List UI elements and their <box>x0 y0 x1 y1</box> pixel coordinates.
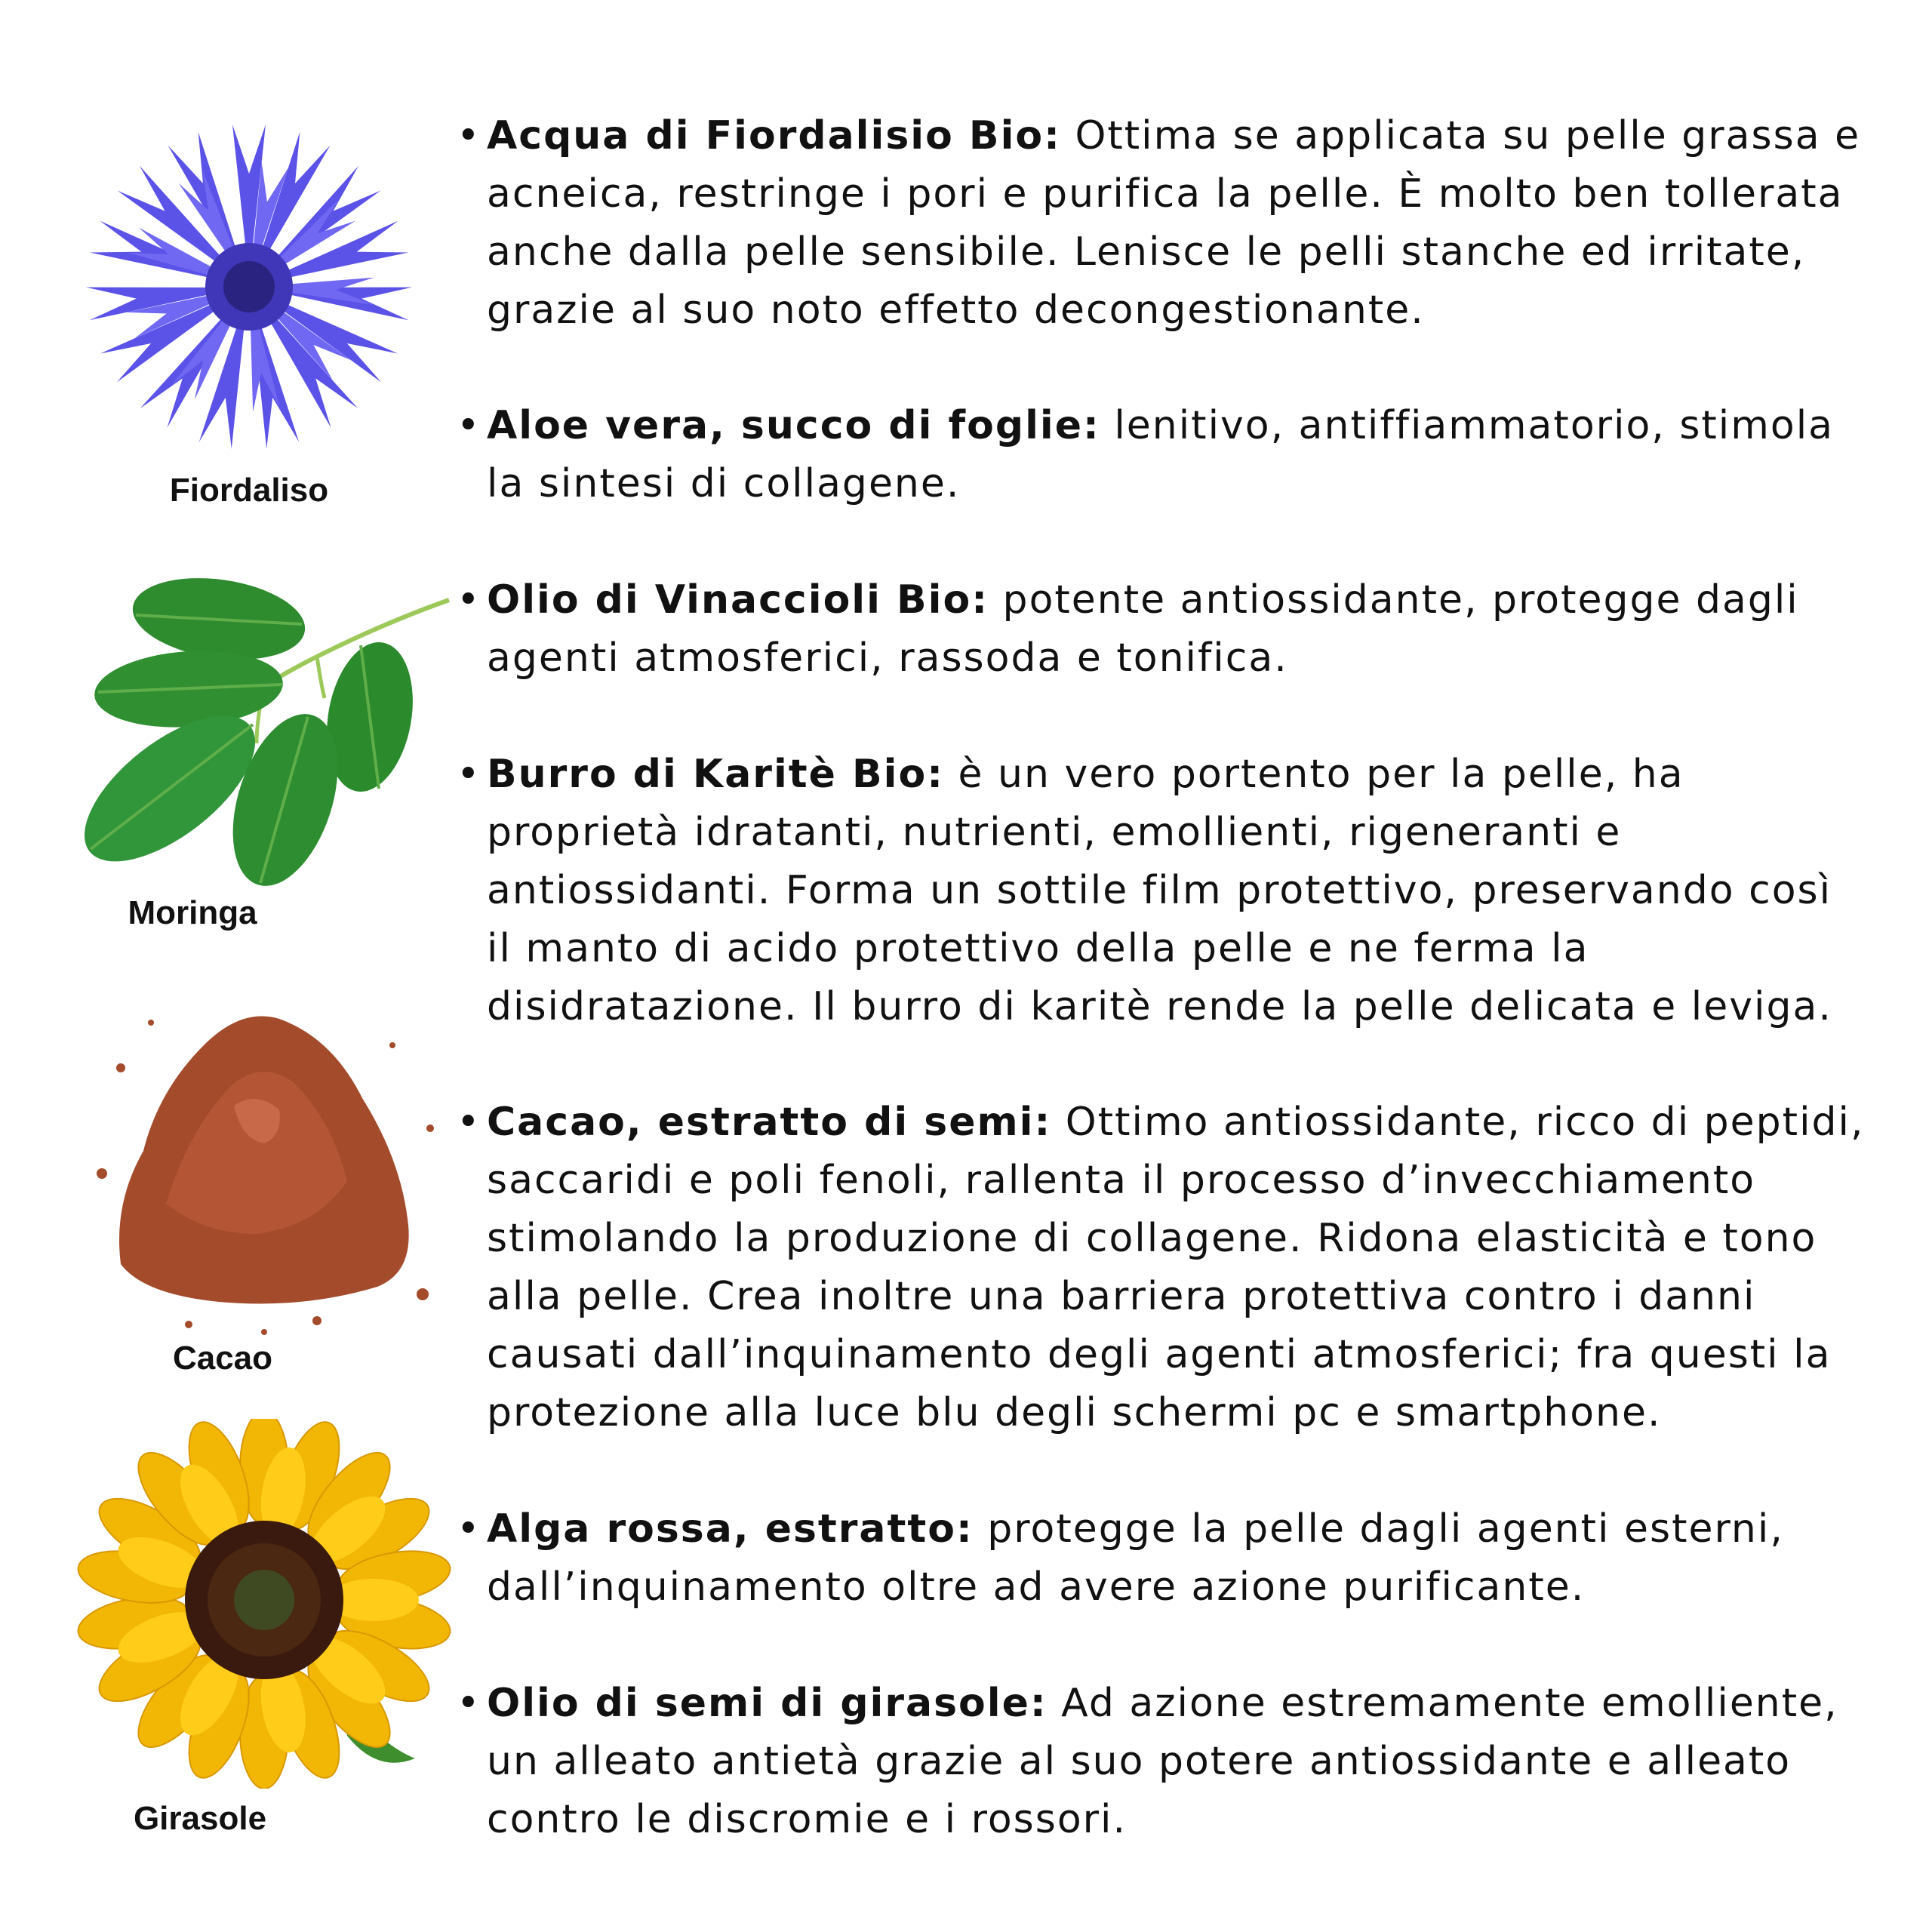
bullet-icon: • <box>457 113 481 158</box>
ingredient-term: Olio di semi di girasole: <box>487 1681 1048 1726</box>
figure-fiordaliso <box>60 106 438 528</box>
sunflower-icon <box>72 1419 457 1789</box>
cornflower-icon <box>60 106 438 468</box>
figure-cacao <box>75 977 453 1396</box>
figure-girasole <box>72 1419 457 1849</box>
bullet-icon: • <box>457 1681 481 1726</box>
moringa-leaf-icon <box>68 570 453 887</box>
ingredient-item <box>457 107 1868 340</box>
ingredient-term: Cacao, estratto di semi: <box>487 1100 1052 1145</box>
figure-moringa <box>68 570 453 947</box>
figure-caption: Moringa <box>128 894 257 931</box>
ingredient-item <box>457 746 1868 1036</box>
ingredient-term: Burro di Karitè Bio: <box>487 752 944 797</box>
ingredient-term: Aloe vera, succo di foglie: <box>487 403 1100 448</box>
bullet-icon: • <box>457 1506 481 1552</box>
figure-caption: Fiordaliso <box>169 472 329 509</box>
ingredient-term: Alga rossa, estratto: <box>487 1506 974 1552</box>
ingredient-desc: lenitivo, antiffiammatorio, stimola la sintesi di collagene. <box>487 403 1835 506</box>
ingredient-desc: Ottimo antiossidante, ricco di peptidi, saccaridi e poli fenoli, rallenta il processo d’invecchiamento stimolando la produzione di collagene. Ridona elasticità e tono alla pelle. Crea inoltre una barriera protettiva contro i danni causati dall’inquinamento degli agenti atmosferici; fra questi la protezione alla luce blu degli schermi pc e smartphone. <box>487 1100 1865 1435</box>
ingredient-desc: Ottima se applicata su pelle grassa e acneica, restringe i pori e purifica la pelle. È molto ben tollerata anche dalla pelle sensibile. Lenisce le pelli stanche ed irritate, grazie al suo noto effetto decongestionante. <box>487 113 1861 333</box>
ingredient-item <box>457 397 1868 513</box>
cocoa-powder-icon <box>75 977 453 1340</box>
figure-caption: Girasole <box>133 1800 267 1837</box>
figure-caption: Cacao <box>172 1340 273 1377</box>
bullet-icon: • <box>457 403 481 448</box>
ingredient-item <box>457 1094 1868 1442</box>
bullet-icon: • <box>457 1100 481 1145</box>
ingredient-term: Olio di Vinaccioli Bio: <box>487 577 989 623</box>
ingredient-item <box>457 1500 1868 1617</box>
bullet-icon: • <box>457 752 481 797</box>
bullet-icon: • <box>457 577 481 623</box>
ingredient-term: Acqua di Fiordalisio Bio: <box>487 113 1061 158</box>
ingredient-desc: protegge la pelle dagli agenti esterni, dall’inquinamento oltre ad avere azione purificante. <box>487 1506 1784 1610</box>
ingredient-item <box>457 571 1868 688</box>
ingredient-item <box>457 1675 1868 1849</box>
ingredient-desc: potente antiossidante, protegge dagli agenti atmosferici, rassoda e tonifica. <box>487 577 1799 681</box>
ingredient-desc: Ad azione estremamente emolliente, un alleato antietà grazie al suo potere antiossidante e alleato contro le discromie e i rossori. <box>487 1681 1838 1842</box>
ingredient-desc: è un vero portento per la pelle, ha proprietà idratanti, nutrienti, emollienti, rigeneranti e antiossidanti. Forma un sottile film protettivo, preservando così il manto di acido protettivo della pelle e ne ferma la disidratazione. Il burro di karitè rende la pelle delicata e leviga. <box>487 752 1832 1029</box>
